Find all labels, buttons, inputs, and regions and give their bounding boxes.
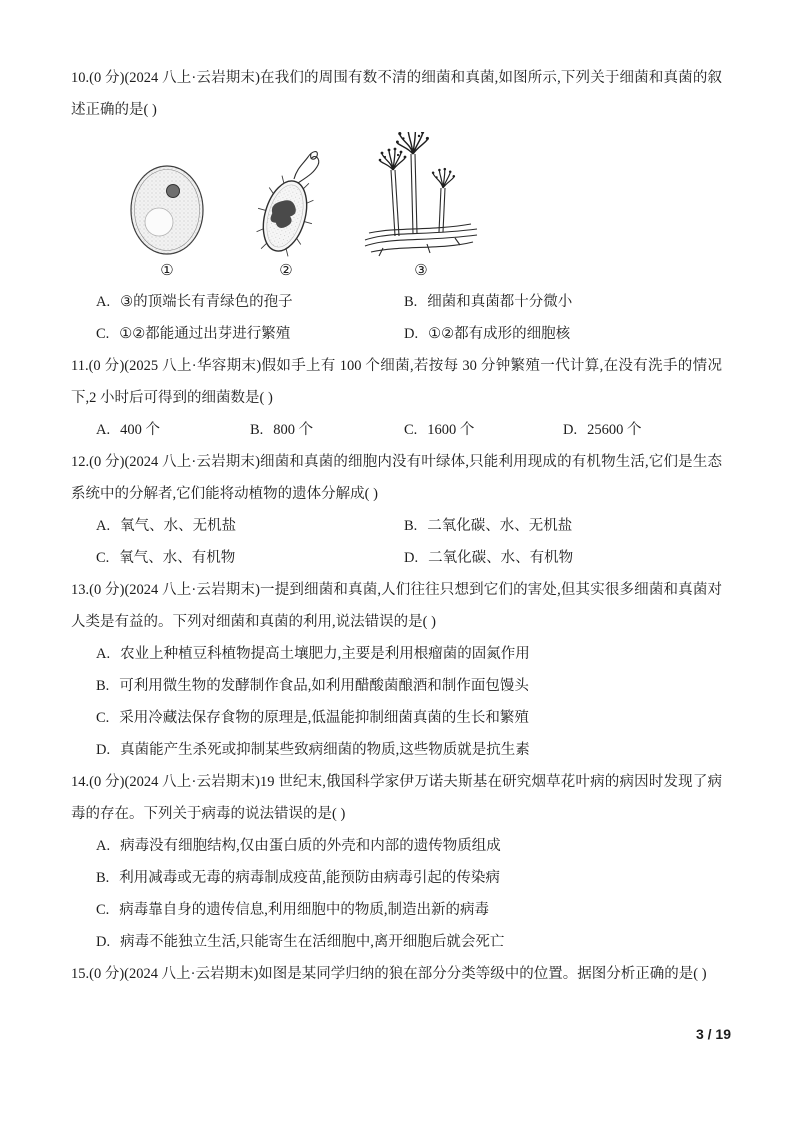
option-13-b: B. 可利用微生物的发酵制作食品,如利用醋酸菌酿酒和制作面包馒头: [96, 678, 529, 694]
option-11-c: C. 1600 个: [404, 422, 475, 438]
option-13-a: A. 农业上种植豆科植物提高土壤肥力,主要是利用根瘤菌的固氮作用: [96, 646, 530, 662]
yeast-cell-illustration: [123, 160, 211, 258]
question-13: [71, 574, 722, 766]
figure-item-bacterium: [245, 146, 327, 284]
figure-item-mold: [361, 132, 481, 284]
option-10-d: D. ①②都有成形的细胞核: [404, 326, 571, 342]
figure-label-2: ②: [279, 263, 293, 279]
option-10-c: C. ①②都能通过出芽进行繁殖: [96, 326, 291, 342]
question-10-options: [71, 286, 722, 350]
question-15-stem: 15.(0 分)(2024 八上·云岩期末)如图是某同学归纳的狼在部分分类等级中的位置。据图分析正确的是( ): [71, 966, 707, 982]
page-number: 3 / 19: [695, 1026, 731, 1042]
question-10: [71, 62, 722, 350]
mold-illustration: [361, 132, 481, 258]
option-12-a: A. 氧气、水、无机盐: [96, 518, 237, 534]
bacterium-illustration: [245, 146, 327, 258]
option-13-c: C. 采用冷藏法保存食物的原理是,低温能抑制细菌真菌的生长和繁殖: [96, 710, 529, 726]
option-13-d: D. 真菌能产生杀死或抑制某些致病细菌的物质,这些物质就是抗生素: [96, 742, 530, 758]
question-12: [71, 446, 722, 574]
question-14: [71, 766, 722, 958]
mold-stalks: [391, 154, 445, 236]
question-11-stem: 11.(0 分)(2025 八上·华容期末)假如手上有 100 个细菌,若按每 30 分钟繁殖一代计算,在没有洗手的情况下,2 小时后可得到的细菌数是( ): [71, 358, 722, 406]
option-10-b: B. 细菌和真菌都十分微小: [404, 294, 573, 310]
figure-item-yeast: [123, 160, 211, 284]
option-12-d: D. 二氧化碳、水、有机物: [404, 550, 574, 566]
option-14-b: B. 利用减毒或无毒的病毒制成疫苗,能预防由病毒引起的传染病: [96, 870, 500, 886]
question-12-stem: 12.(0 分)(2024 八上·云岩期末)细菌和真菌的细胞内没有叶绿体,只能利用现成的有机物生活,它们是生态系统中的分解者,它们能将动植物的遗体分解成( ): [71, 454, 722, 502]
option-14-d: D. 病毒不能独立生活,只能寄生在活细胞中,离开细胞后就会死亡: [96, 934, 505, 950]
bacterium-flagella: [294, 152, 319, 183]
figure-label-3: ③: [414, 263, 428, 279]
option-11-a: A. 400 个: [96, 422, 160, 438]
question-14-stem: 14.(0 分)(2024 八上·云岩期末)19 世纪末,俄国科学家伊万诺夫斯基在研究烟草花叶病的病因时发现了病毒的存在。下列关于病毒的说法错误的是( ): [71, 774, 722, 822]
option-14-c: C. 病毒靠自身的遗传信息,利用细胞中的物质,制造出新的病毒: [96, 902, 490, 918]
question-13-options: [71, 638, 722, 766]
question-10-figure: [123, 132, 722, 284]
yeast-nucleus: [167, 185, 180, 198]
question-15: [71, 958, 722, 990]
figure-label-1: ①: [160, 263, 174, 279]
question-13-stem: 13.(0 分)(2024 八上·云岩期末)一提到细菌和真菌,人们往往只想到它们的害处,但其实很多细菌和真菌对人类是有益的。下列对细菌和真菌的利用,说法错误的是( ): [71, 582, 722, 630]
option-14-a: A. 病毒没有细胞结构,仅由蛋白质的外壳和内部的遗传物质组成: [96, 838, 501, 854]
option-11-d: D. 25600 个: [563, 422, 642, 438]
question-12-options: [71, 510, 722, 574]
yeast-vacuole: [145, 208, 173, 236]
option-10-a: A. ③的顶端长有青绿色的孢子: [96, 294, 293, 310]
question-11: [71, 350, 722, 446]
question-11-options: [71, 414, 722, 446]
question-10-stem: 10.(0 分)(2024 八上·云岩期末)在我们的周围有数不清的细菌和真菌,如图所示,下列关于细菌和真菌的叙述正确的是( ): [71, 70, 722, 118]
question-14-options: [71, 830, 722, 958]
mold-hyphae: [365, 224, 477, 256]
mold-sporangia: [379, 132, 455, 188]
option-12-b: B. 二氧化碳、水、无机盐: [404, 518, 573, 534]
option-11-b: B. 800 个: [250, 422, 314, 438]
option-12-c: C. 氧气、水、有机物: [96, 550, 236, 566]
